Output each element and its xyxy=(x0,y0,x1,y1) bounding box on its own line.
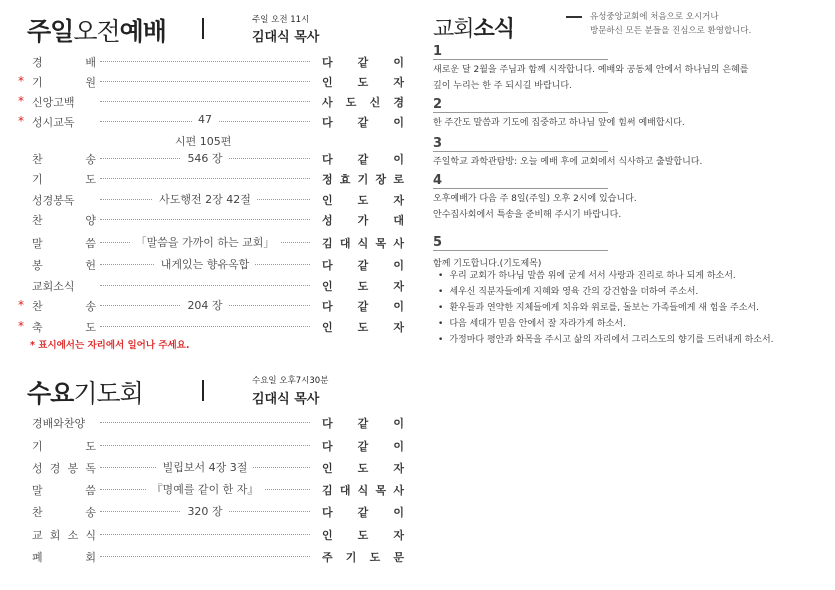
order-leader-char: 가 xyxy=(357,214,369,227)
order-label xyxy=(32,74,96,90)
order-label-char: 원 xyxy=(85,76,96,89)
order-leader-char: 도 xyxy=(345,96,357,109)
order-row xyxy=(18,277,404,295)
order-leader xyxy=(322,74,404,90)
order-row xyxy=(18,503,404,521)
leader-dots xyxy=(100,534,310,535)
order-leader-char: 신 xyxy=(369,96,381,109)
leader-dots xyxy=(100,445,310,446)
order-leader xyxy=(322,212,404,228)
order-leader-char: 같 xyxy=(357,56,369,69)
order-label-char: 성 xyxy=(32,462,43,475)
order-leader-char: 김 xyxy=(322,484,333,497)
order-leader-char: 사 xyxy=(393,237,404,250)
prayer-item: • 우리 교회가 하나님 말씀 위에 굳게 서서 사랑과 진리로 하나 되게 하소서. xyxy=(438,268,774,284)
order-detail xyxy=(100,256,310,272)
order-leader-char: 같 xyxy=(357,259,369,272)
order-label-char: 찬 xyxy=(32,300,43,313)
order-label xyxy=(32,482,96,498)
order-leader-char: 인 xyxy=(322,280,333,293)
standing-star-mark: * xyxy=(18,74,24,88)
order-label-char: 도 xyxy=(85,440,96,453)
leader-dots xyxy=(100,81,310,82)
order-leader-char: 다 xyxy=(322,417,333,430)
leader-dots xyxy=(100,556,310,557)
order-detail-text: 546 장 xyxy=(181,152,228,165)
order-leader xyxy=(322,257,404,273)
order-leader xyxy=(322,235,404,251)
order-leader-char: 로 xyxy=(393,173,404,186)
order-leader xyxy=(322,114,404,130)
order-label-char: 기 xyxy=(32,440,43,453)
title-divider xyxy=(202,380,204,401)
order-label-char: 찬 xyxy=(32,214,43,227)
news-item-text: 주일학교 과학관탐방: 오늘 예배 후에 교회에서 식사하고 출발합니다. xyxy=(433,157,703,167)
order-label-char: 경 xyxy=(49,462,61,475)
news-item-number: 2 xyxy=(433,97,443,112)
standing-star-mark: * xyxy=(18,114,24,128)
leader-dots xyxy=(100,178,310,179)
news-item-text: 안수집사회에서 특송을 준비해 주시기 바랍니다. xyxy=(433,210,622,220)
order-label-char: 교 xyxy=(32,529,43,542)
order-leader-char: 자 xyxy=(393,194,404,207)
order-leader-char: 자 xyxy=(393,280,404,293)
order-detail-text: 47 xyxy=(192,113,218,126)
order-leader-char: 인 xyxy=(322,462,333,475)
order-row xyxy=(18,191,404,209)
news-title: 교회소식 xyxy=(433,17,515,42)
order-label-char: 폐 xyxy=(32,551,43,564)
order-label xyxy=(32,504,96,520)
order-detail-text: 빌립보서 4장 3절 xyxy=(157,461,254,474)
leader-dots xyxy=(100,422,310,423)
order-leader-char: 자 xyxy=(393,76,404,89)
order-label xyxy=(32,235,96,251)
order-leader-char: 이 xyxy=(393,259,404,272)
order-detail-text: 204 장 xyxy=(181,299,228,312)
order-leader-char: 도 xyxy=(357,194,369,207)
prayer-list xyxy=(438,268,774,348)
order-leader-char: 다 xyxy=(322,153,333,166)
order-detail-text: 『명예를 같이 한 자』 xyxy=(146,483,265,496)
order-row xyxy=(18,437,404,455)
wednesday-service-title: 수요기도회 xyxy=(27,379,143,408)
order-leader-char: 대 xyxy=(393,214,404,227)
wednesday-service-pastor: 김대식 목사 xyxy=(252,392,320,407)
order-label xyxy=(32,151,96,167)
news-item-text: 새로운 달 2월을 주님과 함께 시작합니다. 예배와 공동체 안에서 하나님의 은혜를 xyxy=(433,65,749,75)
order-leader-char: 식 xyxy=(357,237,369,250)
order-leader xyxy=(322,54,404,70)
order-label-char: 축 xyxy=(32,321,43,334)
order-leader xyxy=(322,94,404,110)
order-label xyxy=(32,171,96,187)
order-label-char: 교회소식 xyxy=(32,280,75,293)
order-row xyxy=(18,234,404,252)
order-label xyxy=(32,278,96,294)
prayer-item: • 다음 세대가 믿음 안에서 잘 자라가게 하소서. xyxy=(438,316,774,332)
order-row xyxy=(18,113,404,131)
news-item-rule xyxy=(433,151,608,152)
prayer-title: 함께 기도합니다.(기도제목) xyxy=(433,259,542,269)
order-label xyxy=(32,527,96,543)
order-leader-char: 주 xyxy=(322,551,333,564)
order-leader-char: 이 xyxy=(393,440,404,453)
order-label xyxy=(32,94,96,110)
order-label xyxy=(32,298,96,314)
order-row xyxy=(18,53,404,71)
order-leader-char: 목 xyxy=(375,237,387,250)
order-row xyxy=(18,318,404,336)
news-item-rule xyxy=(433,188,608,189)
order-leader-char: 도 xyxy=(369,551,381,564)
order-leader-char: 이 xyxy=(393,153,404,166)
order-leader xyxy=(322,460,404,476)
order-leader-char: 같 xyxy=(357,440,369,453)
order-label-char: 신앙고백 xyxy=(32,96,75,109)
order-leader xyxy=(322,527,404,543)
order-detail xyxy=(100,150,310,166)
order-leader-char: 다 xyxy=(322,116,333,129)
order-leader xyxy=(322,482,404,498)
order-leader-char: 사 xyxy=(322,96,333,109)
order-row xyxy=(18,481,404,499)
sunday-service-title: 주일오전예배 xyxy=(27,17,166,46)
order-label-char: 씀 xyxy=(85,484,96,497)
order-leader-char: 장 xyxy=(375,173,387,186)
order-detail xyxy=(100,113,310,126)
order-leader-char: 인 xyxy=(322,529,333,542)
order-row xyxy=(18,526,404,544)
order-row xyxy=(18,548,404,566)
order-leader-char: 도 xyxy=(357,280,369,293)
order-label xyxy=(32,114,96,130)
news-item-number: 1 xyxy=(433,44,443,59)
order-label-char: 독 xyxy=(85,462,96,475)
order-leader-char: 같 xyxy=(357,116,369,129)
psalm-subline: 시편 105편 xyxy=(175,135,232,148)
order-leader-char: 문 xyxy=(393,551,404,564)
standing-star-mark: * xyxy=(18,94,24,108)
order-leader-char: 이 xyxy=(393,417,404,430)
standing-star-mark: * xyxy=(18,298,24,312)
order-label-char: 식 xyxy=(85,529,96,542)
order-leader-char: 다 xyxy=(322,506,333,519)
standing-note: * 표시에서는 자리에서 일어나 주세요. xyxy=(30,340,190,351)
news-item-number: 4 xyxy=(433,173,443,188)
order-leader-char: 기 xyxy=(345,551,357,564)
order-row xyxy=(18,150,404,168)
order-label-char: 송 xyxy=(85,300,96,313)
order-row xyxy=(18,414,404,432)
standing-star-mark: * xyxy=(18,319,24,333)
order-leader xyxy=(322,171,404,187)
order-label-char: 기 xyxy=(32,76,43,89)
order-leader-char: 이 xyxy=(393,56,404,69)
order-label-char: 양 xyxy=(85,214,96,227)
order-row xyxy=(18,297,404,315)
order-leader-char: 경 xyxy=(393,96,404,109)
order-leader-char: 사 xyxy=(393,484,404,497)
order-leader-char: 자 xyxy=(393,321,404,334)
order-leader-char: 도 xyxy=(357,529,369,542)
order-label-char: 성경봉독 xyxy=(32,194,75,207)
leader-dots xyxy=(100,285,310,286)
order-leader-char: 같 xyxy=(357,300,369,313)
order-detail xyxy=(100,459,310,475)
order-leader-char: 식 xyxy=(357,484,369,497)
order-leader xyxy=(322,438,404,454)
order-label-char: 성시교독 xyxy=(32,116,75,129)
order-leader-char: 다 xyxy=(322,56,333,69)
news-item-text: 깊이 누리는 한 주 되시길 바랍니다. xyxy=(433,81,572,91)
order-leader-char: 이 xyxy=(393,506,404,519)
order-leader xyxy=(322,319,404,335)
news-item-text: 한 주간도 말씀과 기도에 집중하고 하나님 앞에 힘써 예배합시다. xyxy=(433,118,685,128)
order-leader-char: 다 xyxy=(322,259,333,272)
order-label-char: 씀 xyxy=(85,237,96,250)
order-detail xyxy=(100,234,310,250)
order-label xyxy=(32,438,96,454)
order-detail-text: 사도행전 2장 42절 xyxy=(153,193,257,206)
order-label xyxy=(32,319,96,335)
order-leader-char: 이 xyxy=(393,300,404,313)
order-label xyxy=(32,212,96,228)
order-detail xyxy=(100,297,310,313)
order-label-char: 회 xyxy=(49,529,61,542)
order-leader-char: 대 xyxy=(339,237,351,250)
order-leader xyxy=(322,151,404,167)
order-leader-char: 인 xyxy=(322,194,333,207)
order-leader xyxy=(322,549,404,565)
order-leader-char: 같 xyxy=(357,153,369,166)
prayer-item: • 가정마다 평안과 화목을 주시고 삶의 자리에서 그리스도의 향기를 드러내게 하소서. xyxy=(438,332,774,348)
order-leader-char: 효 xyxy=(339,173,351,186)
order-leader-char: 다 xyxy=(322,300,333,313)
order-label-char: 말 xyxy=(32,237,43,250)
order-leader xyxy=(322,298,404,314)
order-row xyxy=(18,256,404,274)
order-label-char: 경배와찬양 xyxy=(32,417,86,430)
order-label xyxy=(32,460,96,476)
order-row xyxy=(18,459,404,477)
order-detail xyxy=(100,481,310,497)
leader-dots xyxy=(100,61,310,62)
order-label xyxy=(32,257,96,273)
news-dash xyxy=(566,16,582,18)
order-leader-char: 이 xyxy=(393,116,404,129)
order-label xyxy=(32,192,96,208)
order-label-char: 도 xyxy=(85,173,96,186)
order-detail-text: 320 장 xyxy=(181,505,228,518)
news-intro: 유성중앙교회에 처음으로 오시거나 방문하신 모든 분들을 진심으로 환영합니다. xyxy=(590,12,752,36)
order-detail xyxy=(100,191,310,207)
order-label-char: 도 xyxy=(85,321,96,334)
wednesday-service-time: 수요일 오후7시30분 xyxy=(252,376,329,386)
order-leader-char: 목 xyxy=(375,484,387,497)
prayer-item: • 환우들과 연약한 지체들에게 치유와 위로를, 돌보는 가족들에게 새 힘을 주소서. xyxy=(438,300,774,316)
order-leader xyxy=(322,415,404,431)
order-leader-char: 성 xyxy=(322,214,333,227)
order-leader-char: 같 xyxy=(357,417,369,430)
order-leader-char: 기 xyxy=(357,173,369,186)
order-label-char: 찬 xyxy=(32,506,43,519)
order-leader-char: 인 xyxy=(322,76,333,89)
order-leader-char: 같 xyxy=(357,506,369,519)
order-label-char: 찬 xyxy=(32,153,43,166)
order-leader-char: 도 xyxy=(357,76,369,89)
news-item-number: 3 xyxy=(433,136,443,151)
order-leader-char: 자 xyxy=(393,529,404,542)
sunday-service-pastor: 김대식 목사 xyxy=(252,30,320,45)
order-leader-char: 김 xyxy=(322,237,333,250)
news-item-rule xyxy=(433,112,608,113)
order-label-char: 소 xyxy=(67,529,79,542)
leader-dots xyxy=(100,326,310,327)
news-item-number: 5 xyxy=(433,235,443,250)
order-leader xyxy=(322,192,404,208)
order-leader-char: 인 xyxy=(322,321,333,334)
order-label-char: 회 xyxy=(85,551,96,564)
order-detail-text: 「말씀을 가까이 하는 교회」 xyxy=(130,236,281,249)
order-label-char: 봉 xyxy=(67,462,79,475)
order-row xyxy=(18,93,404,111)
order-label-char: 송 xyxy=(85,153,96,166)
order-leader-char: 자 xyxy=(393,462,404,475)
order-label-char: 배 xyxy=(85,56,96,69)
order-label-char: 봉 xyxy=(32,259,43,272)
order-row xyxy=(18,170,404,188)
leader-dots xyxy=(100,219,310,220)
leader-dots xyxy=(100,101,310,102)
order-leader-char: 정 xyxy=(322,173,333,186)
news-item-rule xyxy=(433,250,608,251)
order-label xyxy=(32,549,96,565)
prayer-item: • 세우신 직분자들에게 지혜와 영육 간의 강건함을 더하여 주소서. xyxy=(438,284,774,300)
order-leader xyxy=(322,278,404,294)
sunday-service-time: 주일 오전 11시 xyxy=(252,15,310,25)
order-leader-char: 다 xyxy=(322,440,333,453)
order-leader-char: 대 xyxy=(339,484,351,497)
order-detail-text: 내게있는 향유옥합 xyxy=(155,258,256,271)
order-label-char: 경 xyxy=(32,56,43,69)
news-item-text: 오후예배가 다음 주 8일(주일) 오후 2시에 있습니다. xyxy=(433,194,637,204)
order-label xyxy=(32,54,96,70)
order-detail xyxy=(100,503,310,519)
order-label xyxy=(32,415,96,431)
order-label-char: 말 xyxy=(32,484,43,497)
order-leader-char: 도 xyxy=(357,462,369,475)
news-item-rule xyxy=(433,59,608,60)
order-row xyxy=(18,73,404,91)
order-label-char: 헌 xyxy=(85,259,96,272)
order-label-char: 송 xyxy=(85,506,96,519)
order-row xyxy=(18,211,404,229)
order-label-char: 기 xyxy=(32,173,43,186)
order-leader-char: 도 xyxy=(357,321,369,334)
title-divider xyxy=(202,18,204,39)
order-leader xyxy=(322,504,404,520)
